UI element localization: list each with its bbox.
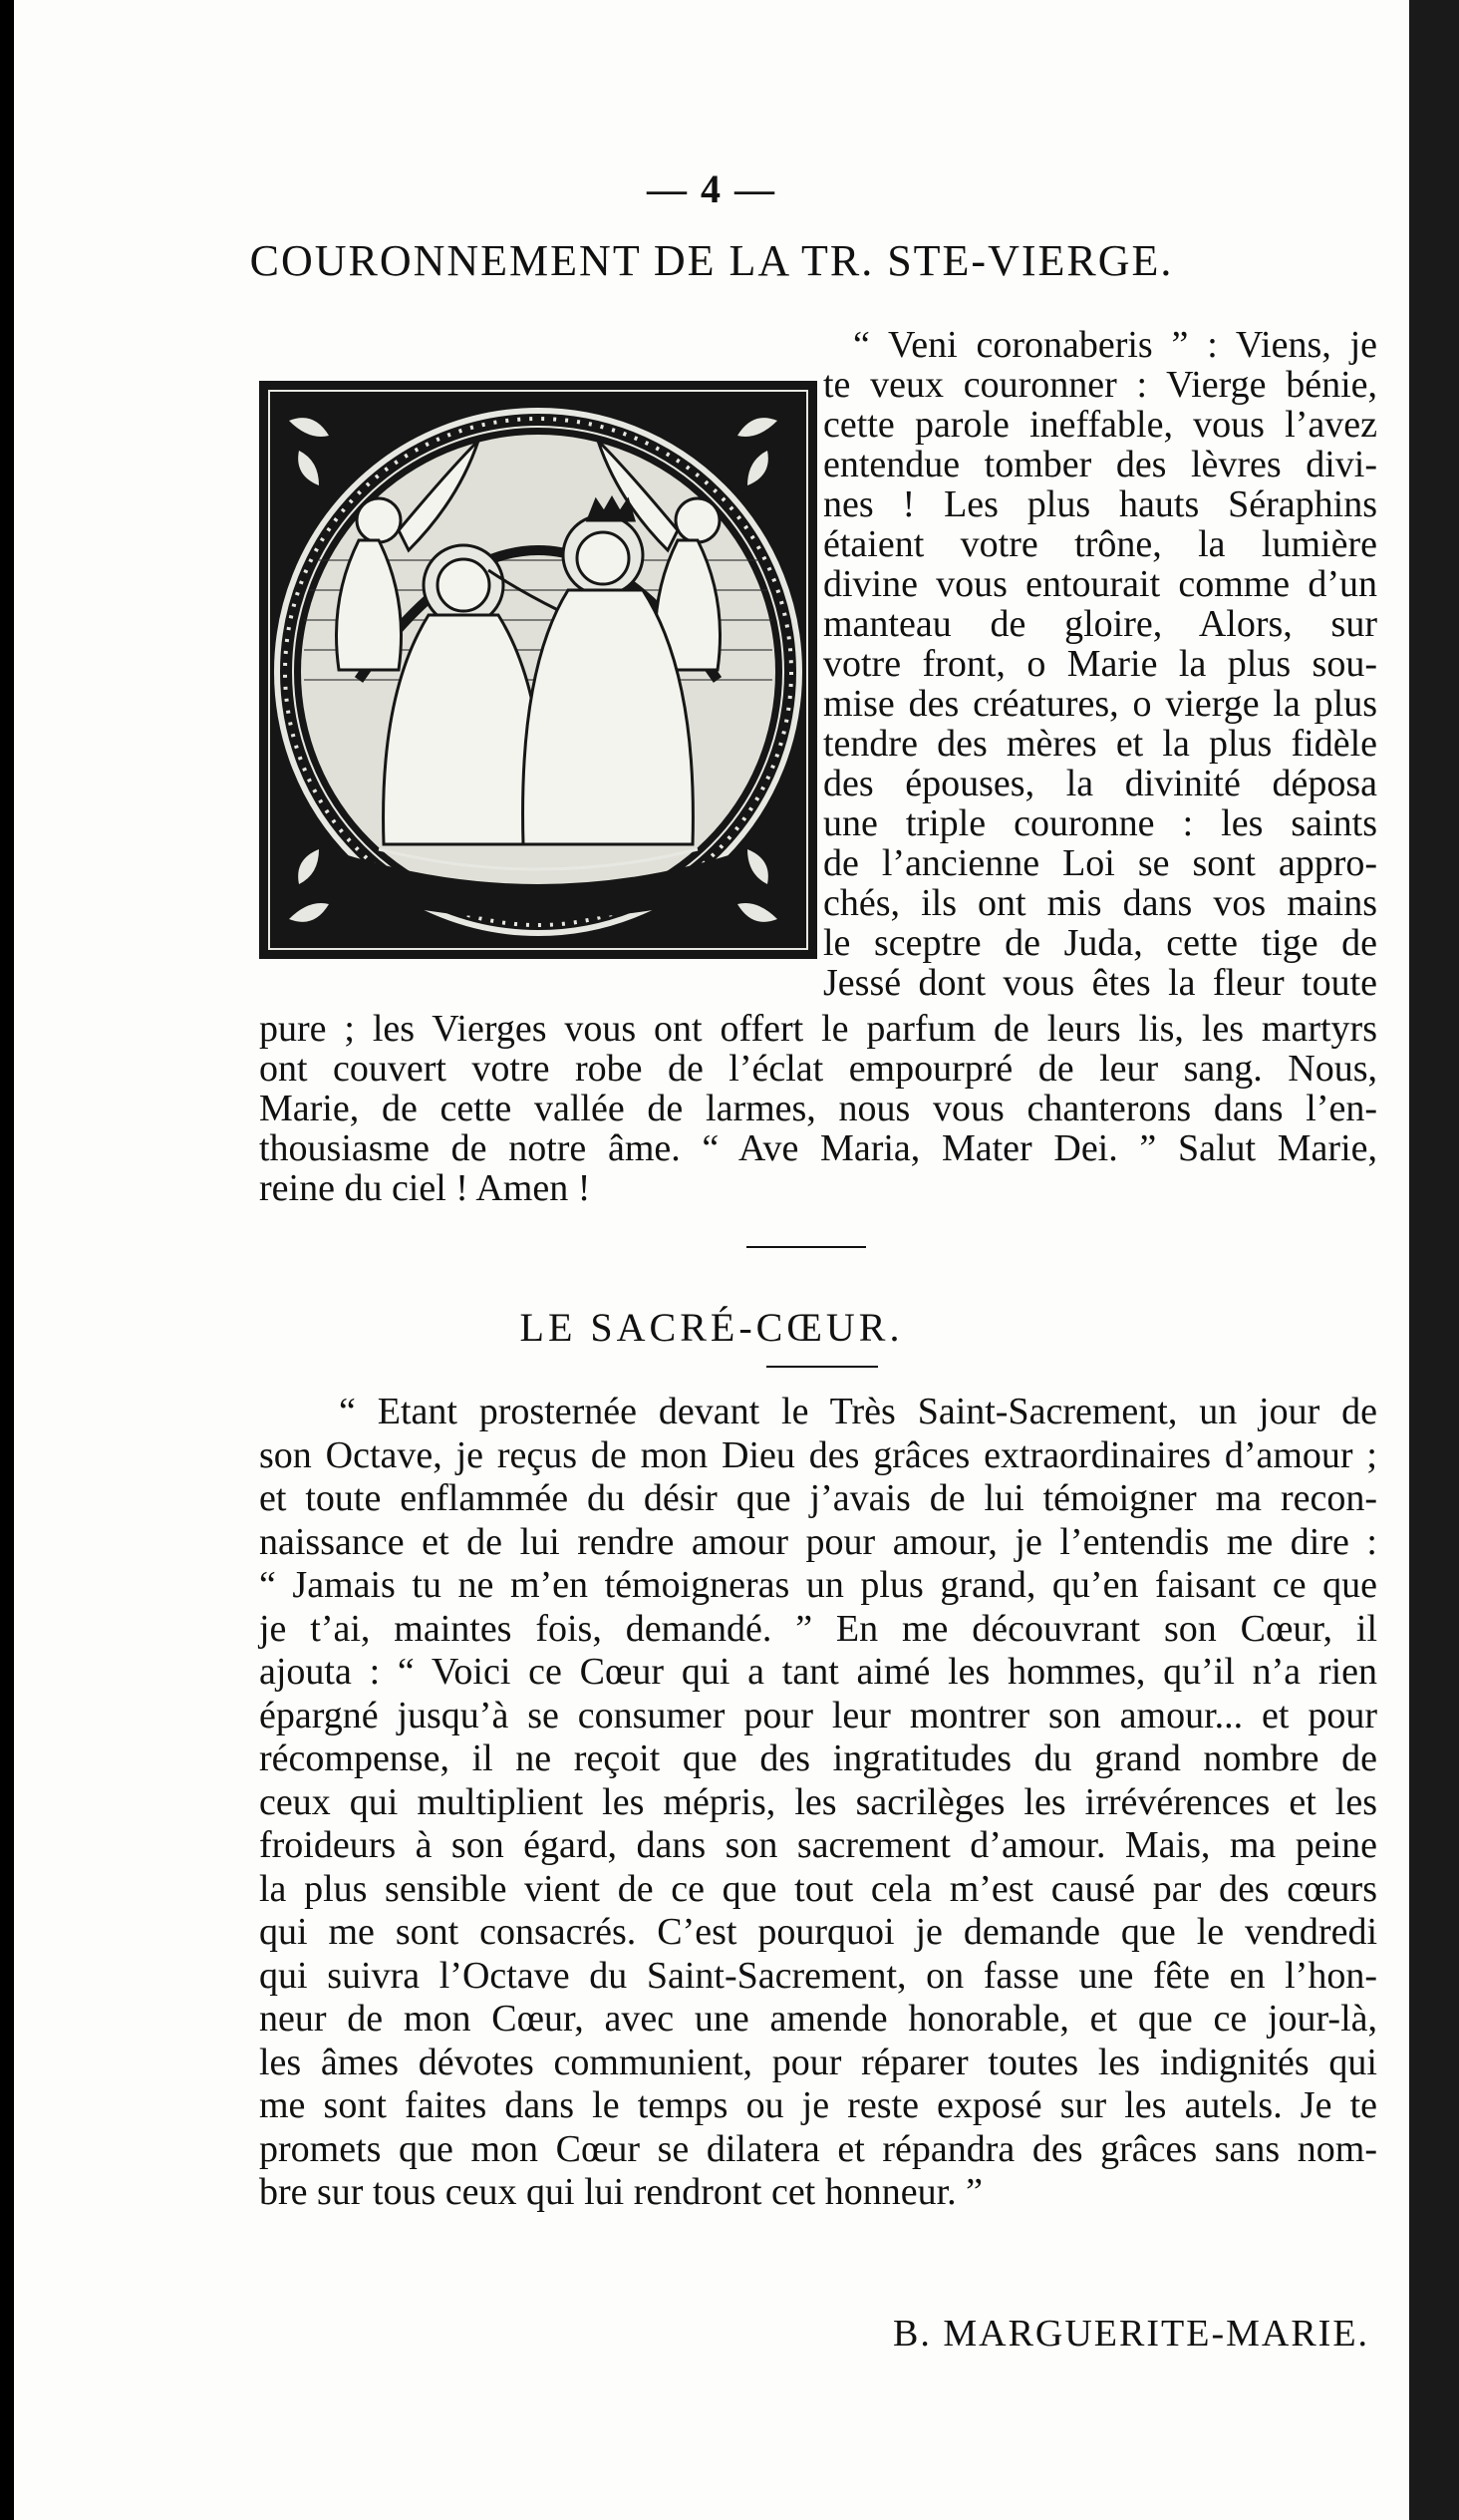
text-line: son Octave, je reçus de mon Dieu des grâces extraordinaires d’amour ; [259, 1433, 1377, 1476]
text-line: tendre des mères et la plus fidèle [823, 723, 1377, 765]
text-line: je t’ai, maintes fois, demandé. ” En me découvrant son Cœur, il [259, 1607, 1377, 1650]
text-line: froideurs à son égard, dans son sacrement d’amour. Mais, ma peine [259, 1824, 1377, 1866]
text-line: étaient votre trône, la lumière [823, 523, 1377, 565]
text-line: bre sur tous ceux qui lui rendront cet honneur. ” [259, 2171, 984, 2213]
coronation-text-wrapped [823, 325, 1377, 1003]
coronation-text-full [259, 1009, 1377, 1208]
text-line: te veux couronner : Vierge bénie, [823, 364, 1377, 406]
section-title-sacred-heart: LE SACRÉ-CŒUR. [519, 1305, 904, 1350]
text-line: naissance et de lui rendre amour pour amour, je l’entendis me dire : [259, 1520, 1377, 1563]
text-line: pure ; les Vierges vous ont offert le parfum de leurs lis, les martyrs [259, 1008, 1377, 1050]
text-line: thousiasme de notre âme. “ Ave Maria, Mater Dei. ” Salut Marie, [259, 1127, 1377, 1169]
divider [766, 1366, 878, 1368]
text-line: Marie, de cette vallée de larmes, nous vous chanterons dans l’en- [259, 1088, 1377, 1129]
page-number: — 4 — [647, 166, 776, 211]
text-line: promets que mon Cœur se dilatera et répandra des grâces sans nom- [259, 2127, 1377, 2170]
sacred-heart-text [259, 1391, 1377, 2215]
text-line: une triple couronne : les saints [823, 802, 1377, 844]
text-line: de l’ancienne Loi se sont appro- [823, 842, 1377, 884]
scan-edge [1409, 0, 1459, 2520]
text-line: mise des créatures, o vierge la plus [823, 683, 1377, 725]
text-line: votre front, o Marie la plus sou- [823, 643, 1377, 685]
text-line: épargné jusqu’à se consumer pour leur montrer son amour... et pour [259, 1694, 1377, 1736]
text-line: qui me sont consacrés. C’est pourquoi je demande que le vendredi [259, 1911, 1377, 1953]
divider [746, 1246, 866, 1248]
text-line: divine vous entourait comme d’un [823, 563, 1377, 605]
text-line: chés, ils ont mis dans vos mains [823, 882, 1377, 924]
text-line: nes ! Les plus hauts Séraphins [823, 483, 1377, 525]
text-line: cette parole ineffable, vous l’avez [823, 404, 1377, 446]
text-line: Jessé dont vous êtes la fleur toute [823, 962, 1377, 1004]
signature: B. MARGUERITE-MARIE. [893, 2313, 1370, 2355]
text-line: “ Veni coronaberis ” : Viens, je [853, 324, 1377, 366]
text-line: entendue tomber des lèvres divi- [823, 444, 1377, 485]
text-line: ceux qui multiplient les mépris, les sacrilèges les irrévérences et les [259, 1780, 1377, 1823]
text-line: neur de mon Cœur, avec une amende honorable, et que ce jour-là, [259, 1998, 1377, 2040]
text-line: manteau de gloire, Alors, sur [823, 603, 1377, 645]
text-line: qui suivra l’Octave du Saint-Sacrement, on fasse une fête en l’hon- [259, 1954, 1377, 1997]
text-line: “ Jamais tu ne m’en témoigneras un plus grand, qu’en faisant ce que [259, 1564, 1377, 1606]
text-line: et toute enflammée du désir que j’avais de lui témoigner ma recon- [259, 1477, 1377, 1519]
text-line: la plus sensible vient de ce que tout cela m’est causé par des cœurs [259, 1867, 1377, 1910]
text-line: “ Etant prosternée devant le Très Saint-Sacrement, un jour de [339, 1391, 1377, 1432]
coronation-engraving-icon [259, 381, 817, 959]
text-line: le sceptre de Juda, cette tige de [823, 922, 1377, 964]
text-line: des épouses, la divinité déposa [823, 763, 1377, 804]
text-line: ajouta : “ Voici ce Cœur qui a tant aimé les hommes, qu’il n’a rien [259, 1651, 1377, 1693]
text-line: ont couvert votre robe de l’éclat empourpré de leur sang. Nous, [259, 1048, 1377, 1090]
text-line: les âmes dévotes communient, pour réparer toutes les indignités qui [259, 2041, 1377, 2083]
text-line: me sont faites dans le temps ou je reste exposé sur les autels. Je te [259, 2084, 1377, 2126]
page [14, 0, 1409, 2520]
section-title-coronation: COURONNEMENT DE LA TR. STE-VIERGE. [249, 236, 1174, 285]
text-line: reine du ciel ! Amen ! [259, 1167, 591, 1209]
text-line: récompense, il ne reçoit que des ingratitudes du grand nombre de [259, 1737, 1377, 1779]
